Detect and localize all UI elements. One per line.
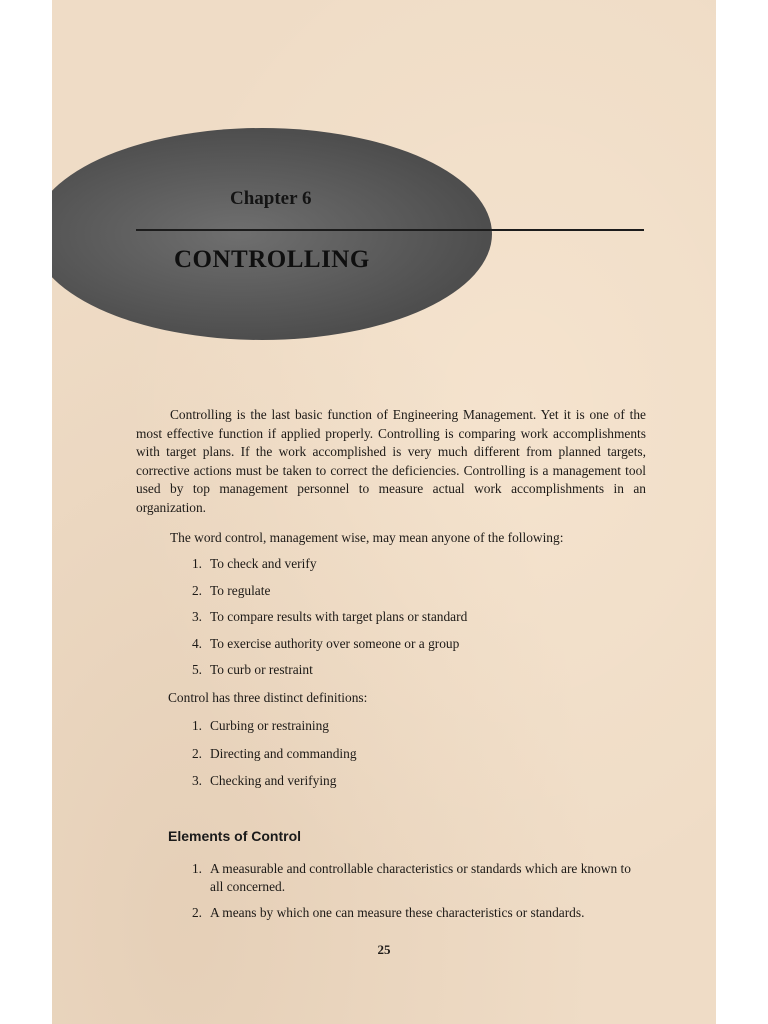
list-item — [176, 662, 467, 689]
list-number: 3. — [191, 609, 202, 624]
list-text: A measurable and controllable characteristics or standards which are known to all concerned. — [210, 861, 631, 894]
list-number: 1. — [191, 718, 202, 733]
list-item — [176, 718, 357, 746]
elements-heading: Elements of Control — [168, 828, 302, 844]
list-item — [176, 556, 467, 583]
book-page — [52, 0, 716, 1024]
list-number: 4. — [191, 635, 202, 651]
list-item — [176, 773, 357, 801]
list-text: To exercise authority over someone or a group — [210, 635, 460, 651]
elements-list — [176, 860, 646, 930]
chapter-label: Chapter 6 — [230, 188, 312, 209]
list-item — [176, 609, 467, 636]
list-item — [176, 860, 646, 896]
list-text: To curb or restraint — [210, 662, 313, 677]
list-text: To compare results with target plans or standard — [210, 609, 468, 624]
list-number: 1. — [191, 556, 202, 571]
list-item — [176, 636, 467, 663]
list-item — [176, 746, 357, 774]
intro-paragraph: Controlling is the last basic function of Engineering Management. Yet it is one of the most effective function if applied properly. Controlling is comparing work accomplishments with target plans. If the work accomplished is very much different from planned targets, corrective actions must be taken to correct the deficiencies. Controlling is a management tool used by top management personnel to measure actual work accomplishments in an organization. — [136, 407, 646, 515]
list-number: 2. — [191, 745, 202, 761]
list-text: Checking and verifying — [210, 773, 337, 788]
list-number: 2. — [191, 582, 202, 598]
list-item — [176, 904, 646, 922]
list-text: To check and verify — [210, 556, 317, 571]
list-number: 1. — [191, 861, 202, 876]
chapter-title-ellipse — [52, 128, 492, 340]
list-number: 2. — [191, 905, 202, 920]
word-control-intro: The word control, management wise, may mean anyone of the following: — [170, 530, 564, 545]
definitions-intro: Control has three distinct definitions: — [168, 690, 368, 705]
list-number: 5. — [191, 662, 202, 677]
chapter-rule — [136, 229, 644, 231]
list-text: To regulate — [210, 582, 271, 598]
list-number: 3. — [191, 773, 202, 788]
chapter-title: CONTROLLING — [174, 246, 370, 273]
page-number: 25 — [377, 942, 391, 957]
list-text: A means by which one can measure these characteristics or standards. — [210, 905, 585, 920]
list-text: Directing and commanding — [210, 745, 357, 761]
list-text: Curbing or restraining — [210, 718, 330, 733]
list-item — [176, 583, 467, 610]
definitions-list — [176, 718, 357, 801]
control-meanings-list — [176, 556, 467, 689]
